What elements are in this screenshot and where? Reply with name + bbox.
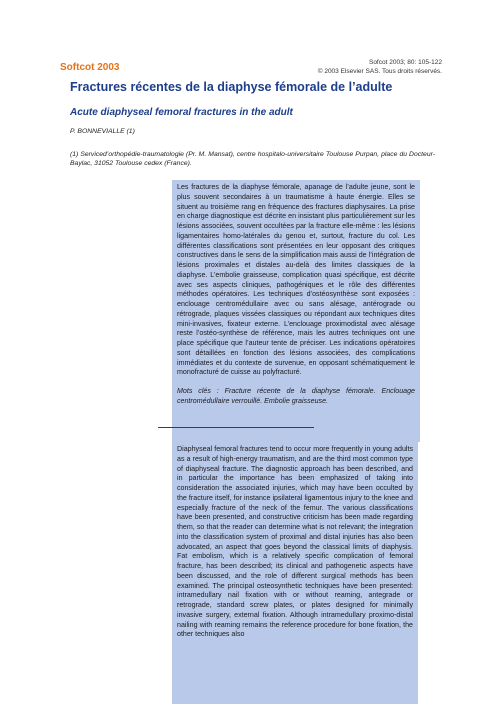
article-title-en: Acute diaphyseal femoral fractures in the adult (70, 107, 293, 118)
abstract-en-text: Diaphyseal femoral fractures tend to occur more frequently in young adults as a result of high-energy traumatism, and are the third most common type of diaphyseal fracture. The diagnostic approach has been described, and in particular the importance has been emphasized of taking into consideration the associated injuries, which may have been occulted by the fracture itself, for instance ipsilateral ligamentous injury to the knee and especially fracture of the neck of the femur. The various classifications have been presented, and constructive criticism has been made regarding them, so that the reader can determine what is not relevant; the integration into the classification system of proximal and distal injuries has also been advocated, an aspect that goes beyond the classical limits of diaphysis. Fat embolism, which is a relatively specific complication of femoral fracture, has been described; its clinical and pathogenetic aspects have been discussed, and the role of different surgical methods has been examined. The principal osteosynthetic techniques have been presented: intramedullary nail fixation with or without reaming, antegrade or retrograde, standard screw plates, or plates designed for minimally invasive surgery, external fixation. Although intramedullary proximo-distal nailing with reaming remains the reference procedure for bone fixation, the other techniques also (177, 445, 413, 639)
section-divider (158, 427, 314, 428)
keywords-fr: Mots clés : Fracture récente de la diaphyse fémorale. Enclouage centromédullaire verrouillé. Embolie graisseuse. (177, 387, 415, 405)
abstract-en (172, 442, 418, 704)
abstract-fr-text: Les fractures de la diaphyse fémorale, apanage de l’adulte jeune, sont le plus souvent secondaires à un traumatisme à haute énergie. Elles se situent au troisième rang en fréquence des fractures diaphysaires. La prise en charge diagnostique est décrite en insistant plus particulièrement sur les lésions associées, souvent occultées par la fracture elle-même : les lésions ligamentaires homo-latérales du genou et, surtout, fracture du col. Les différentes classifications sont présentées en leur opposant des critiques constructives dans le sens de la simplification mais aussi de l’intégration de lésions proximales et distales au-delà des limites classiques de la diaphyse. L’embolie graisseuse, complication quasi spécifique, est décrite avec ses aspects cliniques, pathogéniques et le rôle des différentes méthodes opératoires. Les techniques d’ostéosynthèse sont exposées : enclouage centromédullaire avec ou sans alésage, antérograde ou rétrograde, plaques vissées classiques ou répondant aux techniques dites mini-invasives, fixateur externe. L’enclouage proximodistal avec alésage reste l’ostéo-synthèse de référence, mais les autres techniques ont une place spécifique que l’auteur tente de préciser. Les indications opératoires sont détaillées en fonction des lésions associées, des complications immédiates et du contexte de survenue, en opposant schématiquement le monofracturé de cuisse au polyfracturé. (177, 183, 415, 377)
citation-line-1: Sofcot 2003; 80: 105-122 (368, 59, 442, 66)
author: P. BONNEVIALLE (1) (70, 128, 135, 135)
abstract-fr (172, 180, 420, 442)
journal-name: Softcot 2003 (60, 62, 120, 73)
affiliation: (1) Serviced’orthopédie-traumatologie (Pr. M. Mansat), centre hospitalo-universitaire Toulouse Purpan, place du Docteur-Baylac, 31052 Toulouse cedex (France). (70, 151, 435, 168)
citation-line-2: © 2003 Elsevier SAS. Tous droits réservés. (317, 68, 442, 75)
article-title-fr: Fractures récentes de la diaphyse fémorale de l’adulte (70, 80, 393, 94)
citation-block (318, 58, 442, 76)
